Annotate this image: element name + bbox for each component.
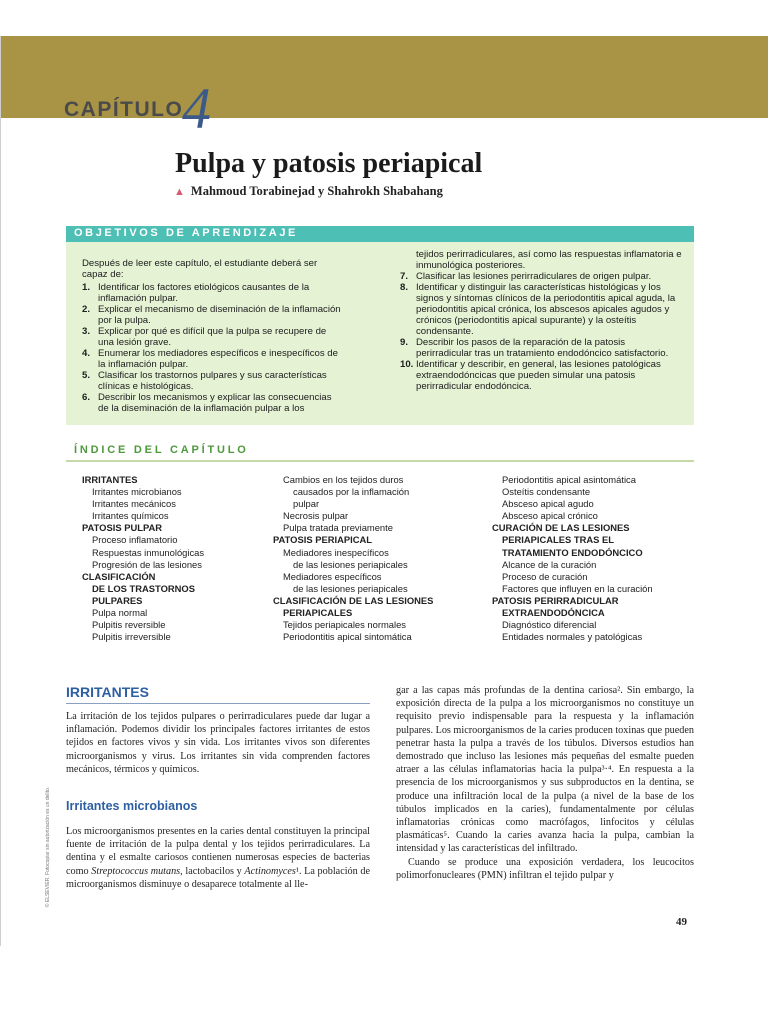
paragraph-2-text: Los microorganismos presentes en la caries dental constituyen la principal fuente de irritación de la pulpa dental y los tejidos perirradiculares. La dentina y el esmalte cariosos contienen numerosas especies de bacterias como (66, 826, 370, 877)
index-entry: pulpar (293, 498, 320, 510)
index-entry: Diagnóstico diferencial (502, 619, 597, 631)
index-column-2 (273, 474, 433, 643)
index-entry: Proceso inflamatorio (92, 534, 178, 546)
copyright-text: © ELSEVIER. Fotocopiar sin autorización es un delito. (45, 786, 51, 908)
index-entry: Mediadores inespecíficos (283, 546, 389, 558)
paragraph-1: La irritación de los tejidos pulpares o perirradiculares puede dar lugar a inflamación. Podemos dividir los principales factores irritantes de estos tejidos en factores vivos y sin vida. Los irritantes vivos son diferentes microorganismos y virus. Los irritantes sin vida comprenden factores mecánicos, térmicos y químicos. (66, 711, 370, 775)
paragraph-2-italic-2: Actinomyces (244, 865, 296, 877)
chapter-label: CAPÍTULO (64, 98, 184, 121)
paragraph-2 (66, 825, 370, 891)
objectives-heading: OBJETIVOS DE APRENDIZAJE (74, 227, 298, 239)
objective-number: 3. (82, 326, 91, 337)
index-entry: Pulpitis irreversible (92, 631, 171, 643)
objective-item (82, 304, 344, 326)
index-heading-bar (66, 443, 694, 461)
objectives-heading-bar (66, 226, 694, 242)
index-entry: Irritantes mecánicos (92, 498, 176, 510)
index-entry: Respuestas inmunológicas (92, 546, 205, 558)
objective-number: 1. (82, 282, 91, 293)
objectives-continuation: tejidos perirradiculares, así como las respuestas inflamatoria e inmunológica posteriores. (416, 249, 682, 271)
index-column-1 (82, 474, 204, 643)
index-heading: ÍNDICE DEL CAPÍTULO (74, 444, 249, 456)
index-entry: Tejidos periapicales normales (283, 619, 406, 631)
chapter-title: Pulpa y patosis periapical (175, 148, 483, 179)
objective-item (82, 282, 344, 304)
objective-item (82, 326, 344, 348)
index-entry: CLASIFICACIÓN DE LAS LESIONES (273, 594, 434, 606)
objectives-list-2 (400, 271, 682, 392)
index-entry: Pulpa normal (92, 607, 148, 619)
objectives-column-2 (400, 249, 682, 392)
index-entry: de las lesiones periapicales (293, 558, 408, 570)
objective-text: Clasificar los trastornos pulpares y sus características clínicas e histológicas. (98, 370, 327, 392)
objective-number: 4. (82, 348, 91, 359)
objective-number: 9. (400, 337, 409, 348)
paragraph-3: gar a las capas más profundas de la dentina cariosa². Sin embargo, la exposición directa de la pulpa a los microorganismos no constituye un requisito previo indispensable para la respuesta y la inflamación pulpares. Los microorganismos de la caries producen toxinas que pueden penetrar hasta la pulpa a través de los túbulos. Diversos estudios han demostrado que incluso las lesiones más pequeñas del esmalte pueden atraer a las células inflamatorias hacia la pulpa³·⁴. En respuesta a la presencia de los microorganismos y sus subproductos en la dentina, se produce una infiltración local de la pulpa (a nivel de la base de los túbulos implicados en la caries), fundamentalmente por células inflamatorias crónicas como macrófagos, linfocitos y células plasmáticas⁵. Cuando la caries avanza hacia la pulpa, cambian la intensidad y las características del infiltrado. (396, 685, 694, 855)
chapter-authors (174, 184, 443, 199)
index-entry: TRATAMIENTO ENDODÓNCICO (502, 546, 643, 558)
objective-text: Describir los pasos de la reparación de la patosis perirradicular tras un tratamiento endodóncico satisfactorio. (416, 337, 669, 359)
objective-text: Identificar los factores etiológicos causantes de la inflamación pulpar. (98, 282, 310, 304)
index-column-3 (492, 474, 653, 643)
index-entry: Absceso apical agudo (502, 498, 594, 510)
index-divider (66, 460, 694, 462)
objective-text: Identificar y describir, en general, las lesiones patológicas extraendodóncicas que pueden simular una patosis perirradicular endodóncica. (416, 359, 661, 392)
objectives-list-1 (82, 282, 344, 414)
index-entry: PATOSIS PULPAR (82, 522, 163, 534)
index-entry: PATOSIS PERIAPICAL (273, 534, 372, 546)
objective-text: Clasificar las lesiones perirradiculares de origen pulpar. (416, 271, 652, 282)
index-entry: Necrosis pulpar (283, 510, 349, 522)
index-entry: Periodontitis apical sintomática (283, 631, 412, 643)
objective-text: Describir los mecanismos y explicar las consecuencias de la diseminación de la inflamación pulpar a los (98, 392, 332, 414)
index-entry: IRRITANTES (82, 474, 138, 485)
objective-item (82, 392, 344, 414)
index-entry: Pulpitis reversible (92, 619, 166, 631)
index-entry: EXTRAENDODÓNCICA (502, 607, 605, 619)
objective-item (82, 348, 344, 370)
index-entry: Entidades normales y patológicas (502, 631, 643, 643)
copyright-margin-note (38, 760, 50, 940)
objective-number: 5. (82, 370, 91, 381)
index-entry: Progresión de las lesiones (92, 558, 202, 570)
page-edge-rule (0, 36, 1, 946)
index-entry: Irritantes químicos (92, 510, 169, 522)
objective-text: Explicar el mecanismo de diseminación de la inflamación por la pulpa. (98, 304, 341, 326)
objectives-intro: Después de leer este capítulo, el estudiante deberá ser capaz de: (82, 258, 318, 280)
page-number: 49 (676, 916, 687, 928)
paragraph-4: Cuando se produce una exposición verdadera, los leucocitos polimorfonucleares (PMN) infiltran el tejido pulpar y (396, 856, 694, 881)
index-entry: causados por la inflamación (293, 486, 410, 498)
index-entry: Mediadores específicos (283, 570, 382, 582)
objective-number: 7. (400, 271, 409, 282)
index-entry: CURACIÓN DE LAS LESIONES (492, 522, 630, 534)
chapter-number: 4 (182, 76, 211, 141)
paragraph-2-italic-1: Streptococcus mutans (91, 865, 181, 877)
index-entry: CLASIFICACIÓN (82, 570, 156, 582)
index-entry: Cambios en los tejidos duros (283, 474, 404, 485)
index-entry: Factores que influyen en la curación (502, 582, 653, 594)
section-title-underline (66, 703, 370, 704)
index-entry: Absceso apical crónico (502, 510, 598, 522)
objective-text: Identificar y distinguir las características histológicas y los signos y síntomas clínicos de la periodontitis apical aguda, la periodontitis apical crónica, los abscesos apicales agudos y crónicos (periodontitis apical supurante) y la osteítis condensante. (416, 282, 676, 337)
index-entry: PERIAPICALES TRAS EL (502, 534, 614, 546)
index-entry: Proceso de curación (502, 570, 588, 582)
paragraph-2-text-2: , lactobacilos y (180, 865, 245, 877)
objective-item (400, 337, 682, 359)
index-entry: PULPARES (92, 594, 143, 606)
objective-number: 6. (82, 392, 91, 403)
triangle-bullet-icon: ▲ (174, 186, 185, 198)
objective-number: 2. (82, 304, 91, 315)
index-entry: Pulpa tratada previamente (283, 522, 393, 534)
index-entry: Alcance de la curación (502, 558, 597, 570)
index-entry: Irritantes microbianos (92, 486, 182, 498)
objective-text: Enumerar los mediadores específicos e inespecíficos de la inflamación pulpar. (98, 348, 338, 370)
index-entry: Periodontitis apical asintomática (502, 474, 636, 485)
index-entry: Osteítis condensante (502, 486, 591, 498)
objective-item (82, 370, 344, 392)
paragraph-2-text-3: ¹. La población de microorganismos disminuye o desaparece totalmente al lle- (66, 865, 371, 890)
index-entry: PERIAPICALES (283, 607, 353, 619)
objective-item (400, 271, 682, 282)
objective-item (400, 282, 682, 337)
objective-number: 10. (400, 359, 414, 370)
objectives-column-1 (82, 258, 344, 414)
section-title: IRRITANTES (66, 684, 149, 700)
right-column-text (396, 684, 694, 882)
index-entry: de las lesiones periapicales (293, 582, 408, 594)
index-entry: PATOSIS PERIRRADICULAR (492, 594, 619, 606)
authors-text: Mahmoud Torabinejad y Shahrokh Shabahang (190, 184, 443, 198)
subsection-title: Irritantes microbianos (66, 799, 198, 813)
objective-text: Explicar por qué es difícil que la pulpa se recupere de una lesión grave. (98, 326, 327, 348)
objective-item (400, 359, 682, 392)
index-entry: DE LOS TRASTORNOS (92, 582, 195, 594)
objective-number: 8. (400, 282, 409, 293)
